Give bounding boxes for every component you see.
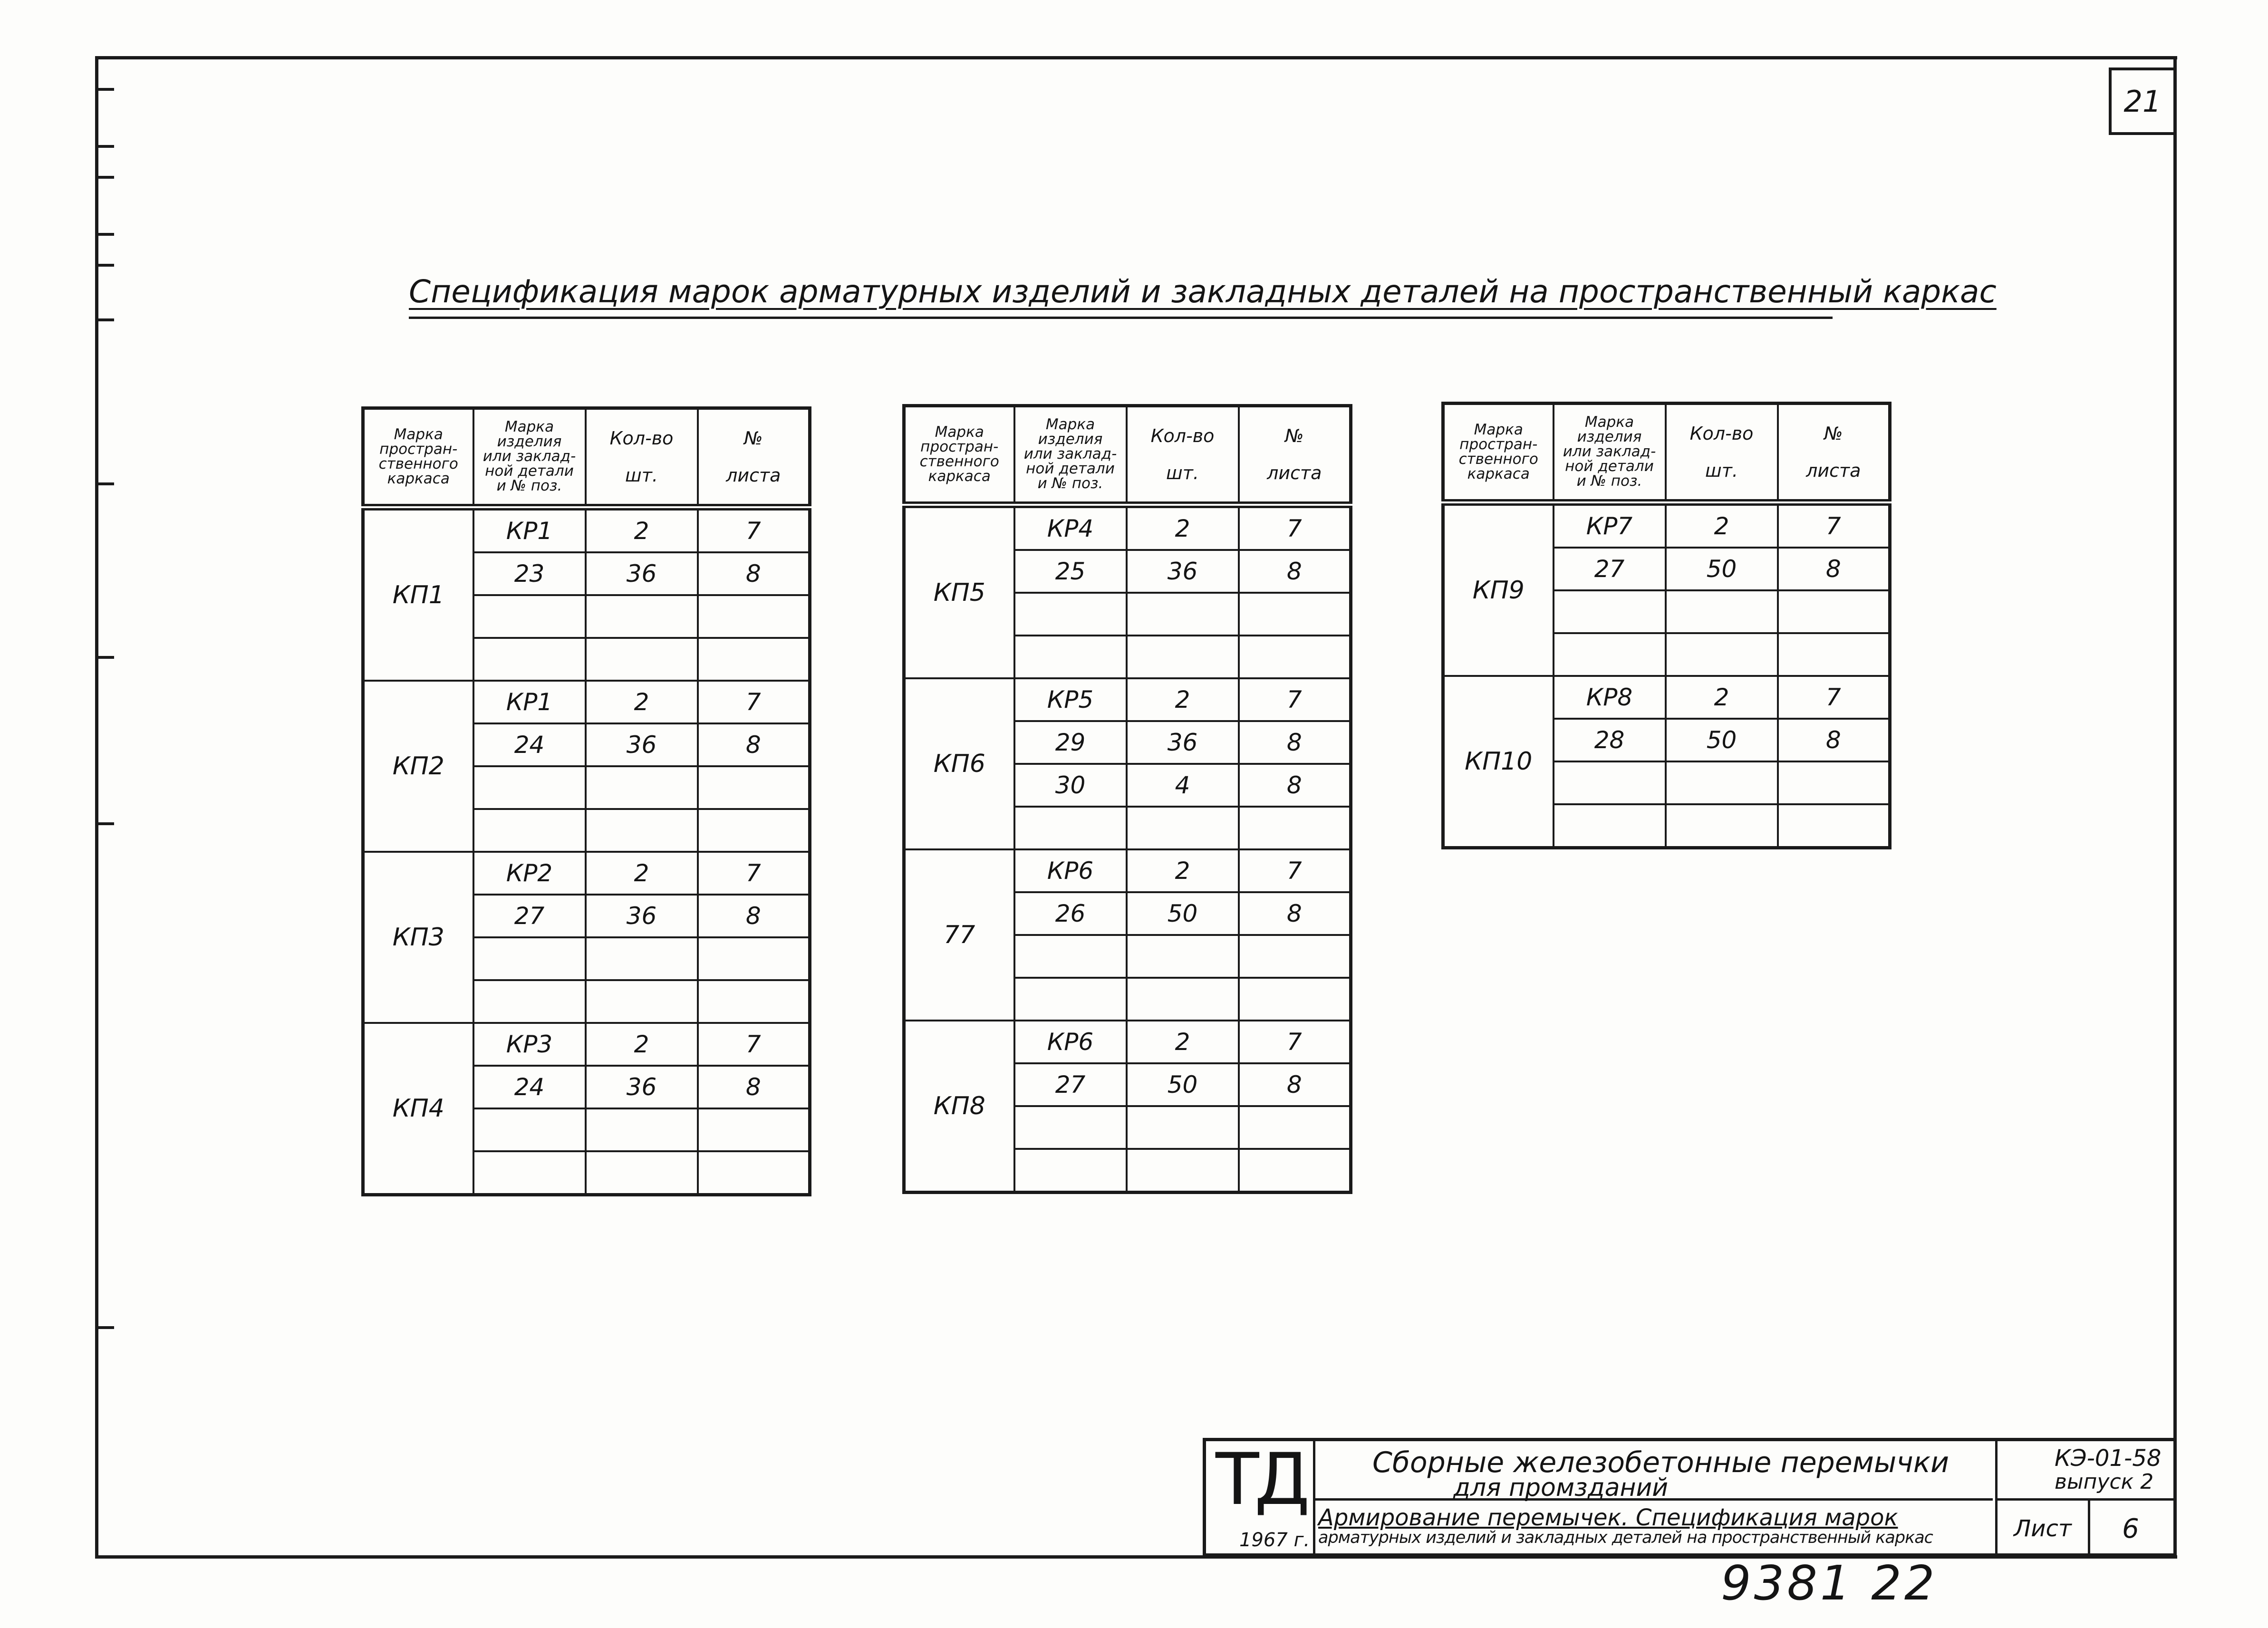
frame-mark-cell: КП2: [363, 681, 473, 852]
item-mark-cell: [473, 766, 586, 809]
header-text: изделия: [1577, 428, 1642, 446]
sheet-no-cell: [1239, 935, 1351, 978]
sheet-no-cell: [1239, 1149, 1351, 1193]
sheet-no-cell: 8: [1239, 764, 1351, 807]
header-cell-col1: [363, 408, 473, 507]
quantity-cell: 2: [1127, 849, 1239, 892]
quantity-cell: 50: [1666, 719, 1778, 761]
sheet-no-cell: 8: [698, 723, 810, 766]
item-mark-cell: [1014, 935, 1127, 978]
header-text: простран-: [379, 440, 458, 458]
project-name-cell: [1315, 1441, 1993, 1501]
margin-tick: [95, 656, 114, 659]
quantity-cell: [1127, 636, 1239, 678]
sheet-no-cell: 7: [1239, 849, 1351, 892]
project-line-2: для промзданий: [1453, 1474, 1669, 1502]
sheet-no-cell: 7: [698, 681, 810, 723]
header-text: ственного: [919, 453, 999, 470]
sheet-title-line-2: арматурных изделий и закладных деталей на пространственный каркас: [1318, 1528, 1933, 1547]
logo-cell: [1206, 1438, 1315, 1557]
item-mark-cell: КР6: [1014, 849, 1127, 892]
quantity-cell: [1127, 935, 1239, 978]
organization-logo: ТД: [1216, 1438, 1305, 1521]
header-cell-col4: [1239, 406, 1351, 505]
margin-tick: [95, 176, 114, 179]
page-title: Спецификация марок арматурных изделий и закладных деталей на пространственный каркас: [409, 273, 1997, 310]
sheet-no-cell: [698, 1108, 810, 1151]
quantity-cell: 36: [586, 1066, 698, 1108]
page-number: 21: [2109, 67, 2173, 135]
item-mark-cell: [1554, 761, 1666, 804]
quantity-cell: 2: [1127, 678, 1239, 721]
frame-mark-cell: КП3: [363, 852, 473, 1023]
sheet-no-cell: 7: [1239, 1021, 1351, 1063]
sheet-no-cell: 7: [698, 1023, 810, 1066]
header-text: шт.: [625, 464, 658, 486]
sheet-no-cell: [1778, 633, 1890, 676]
item-mark-cell: [473, 638, 586, 681]
spec-table-3: [1441, 402, 1892, 849]
table-header-row: [904, 406, 1351, 505]
frame-mark-cell: КП1: [363, 507, 473, 681]
stamp-year: 1967 г.: [1239, 1529, 1310, 1551]
sheet-no-cell: [698, 638, 810, 681]
quantity-cell: [1127, 978, 1239, 1021]
header-text: Марка: [1474, 421, 1523, 438]
quantity-cell: 50: [1127, 892, 1239, 935]
table-row: [363, 852, 810, 895]
series-code: КЭ-01-58: [2055, 1445, 2162, 1472]
sheet-no-cell: [1239, 636, 1351, 678]
sheet-no-cell: 7: [698, 507, 810, 552]
inventory-number: 9381 22: [1721, 1555, 1938, 1611]
quantity-cell: [1666, 804, 1778, 848]
item-mark-cell: 26: [1014, 892, 1127, 935]
item-mark-cell: КР1: [473, 681, 586, 723]
header-text: Марка: [1045, 416, 1095, 433]
item-mark-cell: КР1: [473, 507, 586, 552]
quantity-cell: [586, 1151, 698, 1195]
margin-tick: [95, 482, 114, 485]
sheet-no-cell: 8: [1778, 719, 1890, 761]
sheet-no-cell: [698, 980, 810, 1023]
quantity-cell: [1127, 593, 1239, 636]
frame-mark-cell: КП8: [904, 1021, 1014, 1193]
sheet-no-cell: 7: [1778, 676, 1890, 719]
quantity-cell: 2: [586, 507, 698, 552]
quantity-cell: [1666, 761, 1778, 804]
item-mark-cell: 24: [473, 1066, 586, 1108]
item-mark-cell: [1554, 590, 1666, 633]
header-text: Кол-во: [1150, 425, 1215, 446]
header-text: ной детали: [1026, 460, 1115, 478]
quantity-cell: 2: [1127, 505, 1239, 550]
header-cell-col1: [904, 406, 1014, 505]
table-row: [1443, 676, 1890, 719]
header-text: и № поз.: [496, 477, 562, 495]
item-mark-cell: [473, 1151, 586, 1195]
quantity-cell: 36: [1127, 721, 1239, 764]
sheet-label: Лист: [1995, 1501, 2090, 1557]
frame-mark-cell: КП9: [1443, 502, 1554, 676]
series-issue: выпуск 2: [2055, 1470, 2154, 1494]
sheet-no-cell: [698, 766, 810, 809]
header-text: Марка: [1584, 414, 1634, 431]
item-mark-cell: [473, 809, 586, 852]
spec-table-2: [902, 404, 1352, 1194]
table-row: [904, 505, 1351, 550]
item-mark-cell: [1014, 978, 1127, 1021]
quantity-cell: [1666, 590, 1778, 633]
header-text: Марка: [504, 418, 554, 436]
header-text: и № поз.: [1037, 475, 1103, 492]
sheet-no-cell: 8: [1239, 892, 1351, 935]
table-row: [904, 678, 1351, 721]
header-text: листа: [1267, 462, 1322, 483]
header-text: каркаса: [928, 467, 991, 485]
item-mark-cell: [473, 1108, 586, 1151]
quantity-cell: 4: [1127, 764, 1239, 807]
frame-mark-cell: 77: [904, 849, 1014, 1021]
item-mark-cell: [1014, 593, 1127, 636]
sheet-no-cell: 8: [698, 552, 810, 595]
sheet-no-cell: 8: [1239, 721, 1351, 764]
quantity-cell: 36: [586, 895, 698, 937]
item-mark-cell: 27: [1014, 1063, 1127, 1106]
table-row: [363, 507, 810, 552]
frame-left-border: [95, 56, 98, 1558]
quantity-cell: [586, 595, 698, 638]
quantity-cell: 50: [1666, 548, 1778, 590]
item-mark-cell: [473, 595, 586, 638]
header-text: ственного: [378, 455, 458, 472]
quantity-cell: 36: [1127, 550, 1239, 593]
sheet-no-cell: [698, 809, 810, 852]
item-mark-cell: [1014, 807, 1127, 849]
project-line-1: Сборные железобетонные перемычки: [1372, 1446, 1949, 1479]
table-row: [1443, 502, 1890, 548]
table-row: [904, 1021, 1351, 1063]
header-text: ной детали: [485, 462, 574, 480]
series-code-cell: [1995, 1441, 2176, 1501]
sheet-no-cell: 8: [1239, 1063, 1351, 1106]
margin-tick: [95, 318, 114, 321]
quantity-cell: [586, 638, 698, 681]
item-mark-cell: 27: [473, 895, 586, 937]
quantity-cell: 36: [586, 552, 698, 595]
header-text: или заклад-: [483, 448, 576, 465]
sheet-no-cell: [1239, 978, 1351, 1021]
header-text: и № поз.: [1576, 472, 1642, 490]
table-header-row: [1443, 404, 1890, 502]
quantity-cell: [586, 937, 698, 980]
item-mark-cell: [1554, 804, 1666, 848]
header-cell-col2: [1014, 406, 1127, 505]
table-header-row: [363, 408, 810, 507]
header-text: изделия: [497, 433, 562, 451]
header-cell-col4: [1778, 404, 1890, 502]
item-mark-cell: 27: [1554, 548, 1666, 590]
header-cell-col2: [1554, 404, 1666, 502]
table-row: [904, 849, 1351, 892]
header-text: №: [1284, 425, 1304, 446]
quantity-cell: [586, 1108, 698, 1151]
sheet-no-cell: 7: [1239, 678, 1351, 721]
frame-right-border: [2173, 56, 2177, 1558]
sheet-no-cell: [1778, 804, 1890, 848]
sheet-no-cell: 7: [1778, 502, 1890, 548]
sheet-no-cell: [1239, 1106, 1351, 1149]
sheet-no-cell: [1778, 761, 1890, 804]
item-mark-cell: [1014, 1106, 1127, 1149]
quantity-cell: [1666, 633, 1778, 676]
sheet-title-line-1: Армирование перемычек. Спецификация марок: [1318, 1504, 1898, 1531]
quantity-cell: 2: [586, 1023, 698, 1066]
header-text: Марка: [935, 423, 984, 441]
quantity-cell: [1127, 807, 1239, 849]
quantity-cell: [1127, 1149, 1239, 1193]
header-text: простран-: [920, 438, 999, 455]
item-mark-cell: КР8: [1554, 676, 1666, 719]
header-text: №: [743, 427, 763, 449]
header-text: каркаса: [387, 470, 450, 487]
header-text: листа: [726, 464, 781, 486]
sheet-no-cell: [698, 595, 810, 638]
sheet-no-cell: [1239, 593, 1351, 636]
quantity-cell: 2: [586, 852, 698, 895]
title-block: [1203, 1438, 2173, 1557]
margin-tick: [95, 264, 114, 267]
header-cell-col2: [473, 408, 586, 507]
header-text: Кол-во: [609, 427, 674, 449]
item-mark-cell: КР3: [473, 1023, 586, 1066]
sheet-number: 6: [2122, 1513, 2139, 1544]
frame-mark-cell: КП10: [1443, 676, 1554, 848]
quantity-cell: [1127, 1106, 1239, 1149]
sheet-no-cell: 8: [1778, 548, 1890, 590]
item-mark-cell: 29: [1014, 721, 1127, 764]
header-cell-col1: [1443, 404, 1554, 502]
header-text: каркаса: [1467, 465, 1530, 482]
header-text: ной детали: [1565, 458, 1654, 475]
item-mark-cell: КР7: [1554, 502, 1666, 548]
item-mark-cell: КР6: [1014, 1021, 1127, 1063]
table-row: [363, 681, 810, 723]
margin-tick: [95, 88, 114, 91]
sheet-title-cell: [1315, 1501, 1993, 1557]
sheet-no-cell: [1778, 590, 1890, 633]
spec-table-1: [361, 406, 811, 1196]
sheet-no-cell: [698, 1151, 810, 1195]
quantity-cell: 36: [586, 723, 698, 766]
quantity-cell: 2: [1666, 676, 1778, 719]
header-cell-col3: [1666, 404, 1778, 502]
frame-mark-cell: КП4: [363, 1023, 473, 1195]
item-mark-cell: КР2: [473, 852, 586, 895]
header-text: или заклад-: [1563, 443, 1656, 461]
header-text: листа: [1806, 460, 1861, 481]
item-mark-cell: 28: [1554, 719, 1666, 761]
header-text: простран-: [1459, 435, 1538, 453]
header-text: шт.: [1705, 460, 1738, 481]
quantity-cell: 2: [1666, 502, 1778, 548]
frame-top-border: [95, 56, 2177, 59]
item-mark-cell: [473, 980, 586, 1023]
title-underline: [409, 317, 1833, 319]
quantity-cell: [586, 980, 698, 1023]
header-text: №: [1824, 423, 1843, 444]
item-mark-cell: 30: [1014, 764, 1127, 807]
header-text: ственного: [1458, 450, 1538, 468]
item-mark-cell: [1554, 633, 1666, 676]
header-cell-col4: [698, 408, 810, 507]
margin-tick: [95, 822, 114, 825]
sheet-no-cell: [1239, 807, 1351, 849]
header-text: шт.: [1166, 462, 1199, 483]
frame-mark-cell: КП5: [904, 505, 1014, 678]
sheet-no-cell: 8: [698, 1066, 810, 1108]
frame-mark-cell: КП6: [904, 678, 1014, 849]
item-mark-cell: [473, 937, 586, 980]
sheet-no-cell: 7: [1239, 505, 1351, 550]
sheet-no-cell: 8: [1239, 550, 1351, 593]
quantity-cell: 50: [1127, 1063, 1239, 1106]
margin-tick: [95, 233, 114, 236]
item-mark-cell: [1014, 636, 1127, 678]
quantity-cell: 2: [586, 681, 698, 723]
item-mark-cell: КР5: [1014, 678, 1127, 721]
sheet-no-cell: 8: [698, 895, 810, 937]
sheet-no-cell: [698, 937, 810, 980]
item-mark-cell: 25: [1014, 550, 1127, 593]
quantity-cell: [586, 766, 698, 809]
margin-tick: [95, 145, 114, 148]
quantity-cell: [586, 809, 698, 852]
header-text: или заклад-: [1023, 445, 1117, 463]
table-row: [363, 1023, 810, 1066]
header-cell-col3: [1127, 406, 1239, 505]
item-mark-cell: 23: [473, 552, 586, 595]
sheet-no-cell: 7: [698, 852, 810, 895]
margin-tick: [95, 1326, 114, 1329]
item-mark-cell: 24: [473, 723, 586, 766]
item-mark-cell: КР4: [1014, 505, 1127, 550]
header-text: Марка: [394, 425, 443, 443]
header-text: изделия: [1038, 431, 1103, 448]
header-cell-col3: [586, 408, 698, 507]
item-mark-cell: [1014, 1149, 1127, 1193]
quantity-cell: 2: [1127, 1021, 1239, 1063]
header-text: Кол-во: [1689, 423, 1754, 444]
